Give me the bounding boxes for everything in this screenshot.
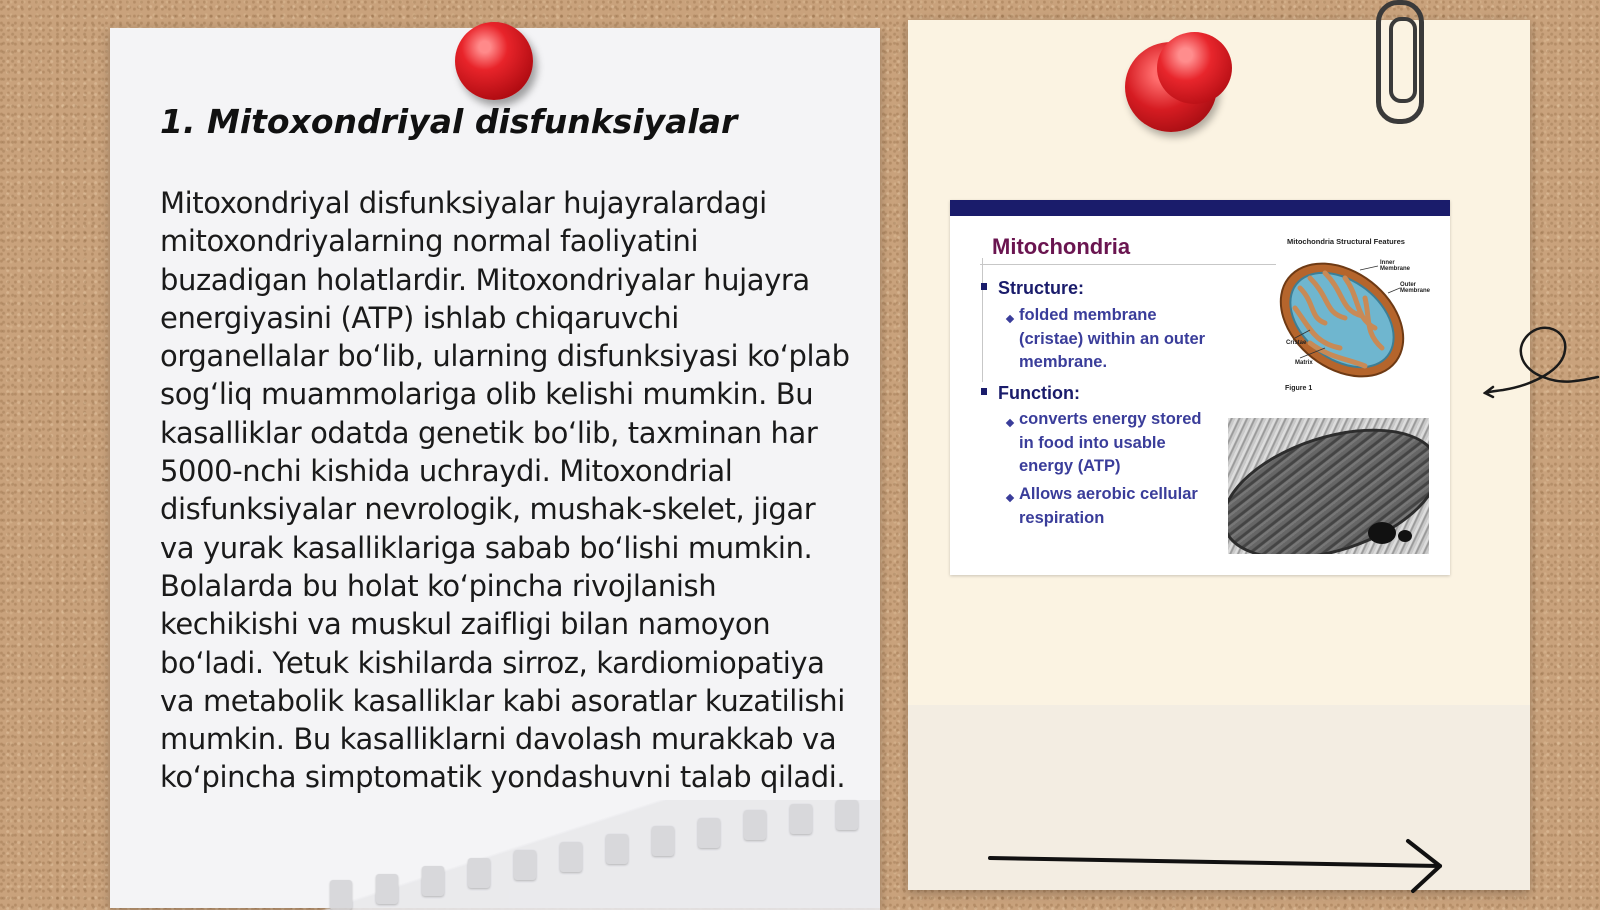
function-bullet-2: Allows aerobic cellular respiration [1019, 485, 1198, 527]
bullet-diamond-icon [1006, 494, 1014, 502]
bullet-diamond-icon [1006, 315, 1014, 323]
red-pushpin-icon [455, 22, 533, 100]
figure-label-inner: Inner Membrane [1380, 260, 1411, 272]
electron-micrograph-image [1228, 418, 1429, 554]
function-heading: Function: [998, 383, 1080, 403]
function-bullet-1: converts energy stored in food into usable energy (ATP) [1019, 410, 1202, 475]
structure-bullet: folded membrane (cristae) within an outer membrane. [1019, 306, 1206, 371]
mitochondria-slide-image [950, 200, 1450, 575]
note-body: Mitoxondriyal disfunksiyalar hujayralardagi mitoxondriyalarning normal faoliyatini buzadigan holatlardir. Mitoxondriyalar hujayra energiyasini (ATP) ishlab chiqaruvchi organellalar bo‘lib, ularning disfunksiyasi ko‘plab sog‘liq muammolariga olib kelishi mumkin. Bu kasalliklar odatda genetik bo‘lib, taxminan har 5000-nchi kishida uchraydi. Mitoxondrial disfunksiyalar nevrologik, mushak-skelet, jigar va yurak kasalliklariga sabab bo‘lishi mumkin. Bolalarda bu holat ko‘pincha rivojlanish kechikishi va muskul zaifligi bilan namoyon bo‘ladi. Yetuk kishilarda sirroz, kardiomiopatiya va metabolik kasalliklar kabi asoratlar kuzatilishi mumkin. Bu kasalliklarni davolash murakkab va ko‘pincha simptomatik yondashuvni talab qiladi. [160, 186, 850, 795]
bullet-diamond-icon [1006, 419, 1014, 427]
slide-header-bar [950, 200, 1450, 216]
structure-heading: Structure: [998, 278, 1085, 298]
red-pushpin-icon [1157, 32, 1232, 104]
paperclip-icon [1376, 0, 1424, 124]
figure-label-matrix: Matrix [1295, 360, 1313, 366]
figure-number: Figure 1 [1285, 385, 1313, 392]
slide-title: Mitochondria [992, 234, 1131, 259]
torn-paper-strip [300, 800, 880, 910]
figure-caption: Mitochondria Structural Features [1287, 237, 1405, 246]
figure-label-cristae: Cristae [1286, 340, 1307, 346]
figure-label-outer: Outer Membrane [1400, 282, 1431, 294]
hand-drawn-loop-arrow-icon [1483, 315, 1600, 405]
hand-drawn-right-arrow-icon [988, 836, 1448, 896]
note-title: 1. Mitoxondriyal disfunksiyalar [160, 102, 738, 141]
